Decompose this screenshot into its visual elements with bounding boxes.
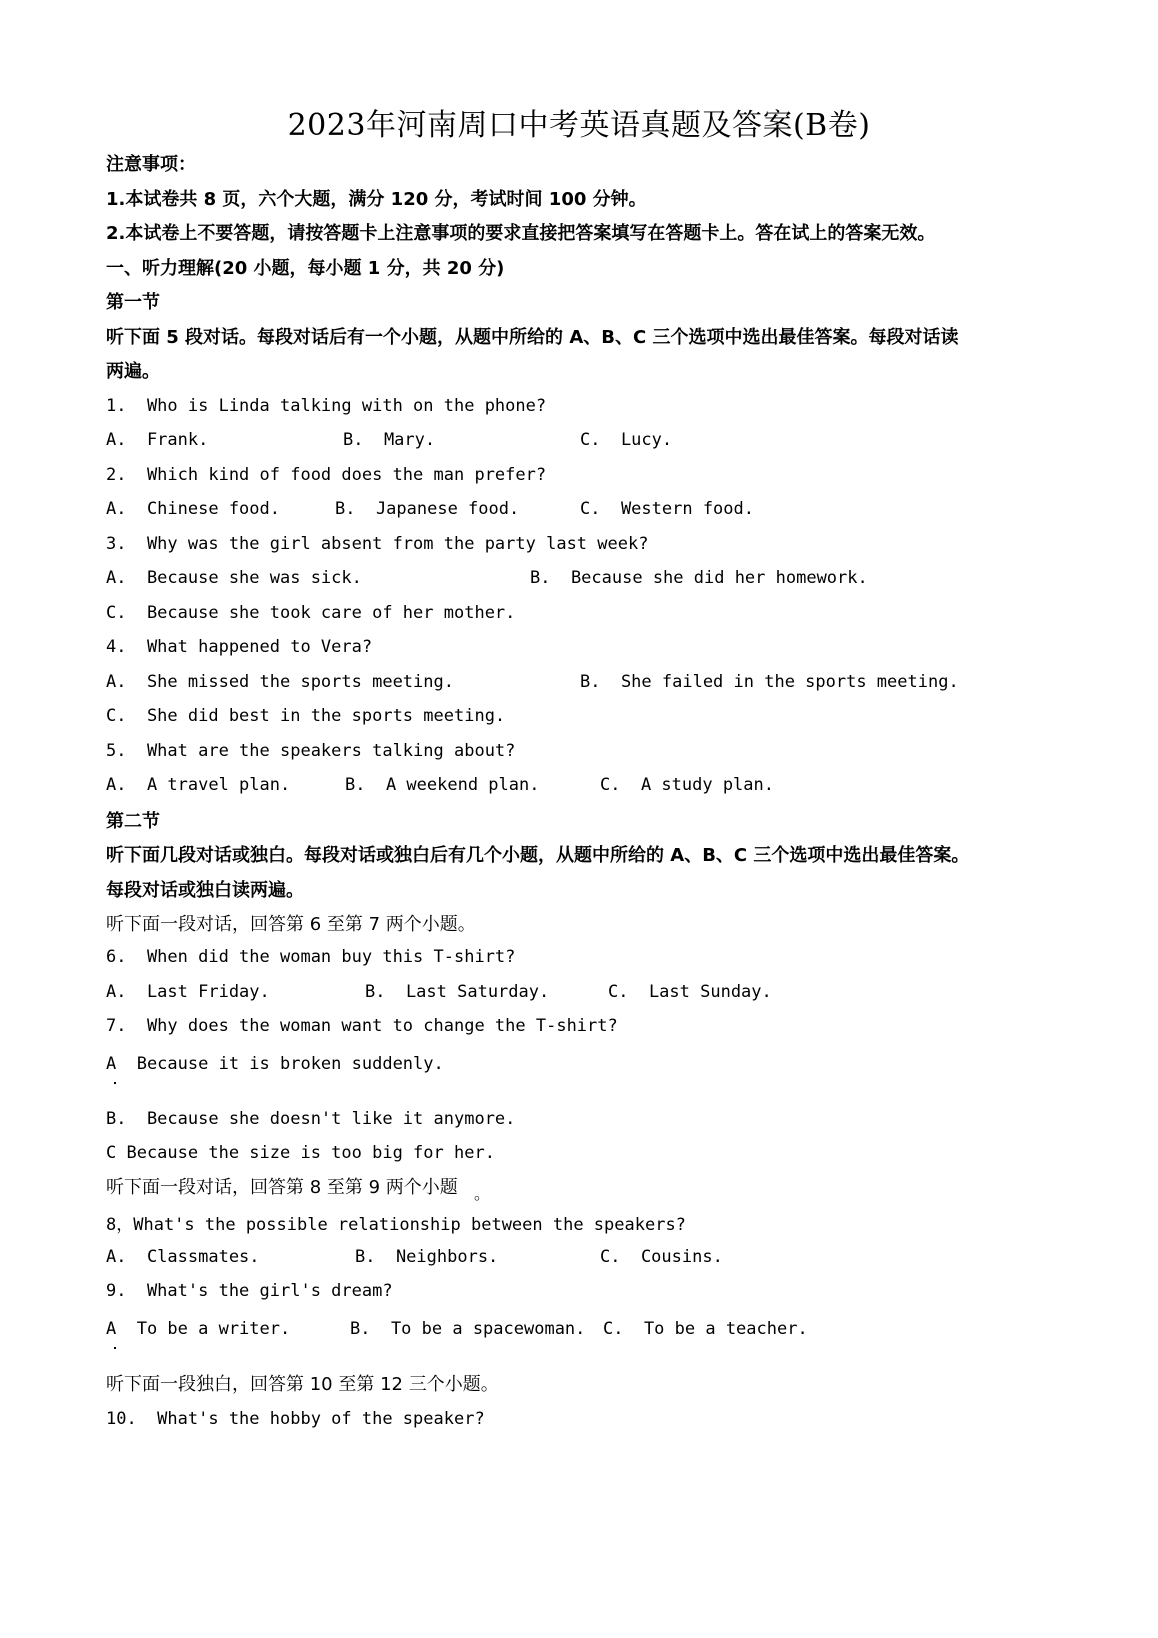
- question-5-option-a: A. A travel plan.: [106, 775, 291, 795]
- question-2: 2. Which kind of food does the man prefer?: [106, 465, 547, 485]
- question-4-option-b: B. She failed in the sports meeting.: [580, 672, 959, 692]
- question-1-option-a: A. Frank.: [106, 430, 209, 450]
- question-9-option-a: A To be a writer.: [106, 1319, 291, 1339]
- question-7-option-c: C Because the size is too big for her.: [106, 1143, 495, 1163]
- question-9-option-b: B. To be a spacewoman.: [350, 1319, 586, 1339]
- question-2-option-a: A. Chinese food.: [106, 499, 280, 519]
- notice-heading: 注意事项：: [106, 154, 196, 175]
- monologue-intro-10-12: 听下面一段独白，回答第 10 至第 12 三个小题。: [106, 1374, 499, 1395]
- question-7-option-a: A Because it is broken suddenly.: [106, 1054, 444, 1074]
- stray-mark: [114, 1347, 116, 1349]
- question-1-option-b: B. Mary.: [343, 430, 436, 450]
- stray-mark: [114, 1082, 116, 1084]
- section1-heading: 第一节: [106, 292, 160, 313]
- section1-instruction-line2: 两遍。: [106, 361, 160, 382]
- notice-item-2: 2.本试卷上不要答题，请按答题卡上注意事项的要求直接把答案填写在答题卡上。答在试上的答案无效。: [106, 223, 936, 244]
- question-2-option-c: C. Western food.: [580, 499, 754, 519]
- question-8-option-c: C. Cousins.: [600, 1247, 723, 1267]
- question-5-option-c: C. A study plan.: [600, 775, 774, 795]
- question-1-option-c: C. Lucy.: [580, 430, 673, 450]
- section2-instruction-line2: 每段对话或独白读两遍。: [106, 880, 304, 901]
- question-8-option-b: B. Neighbors.: [355, 1247, 499, 1267]
- question-6-option-b: B. Last Saturday.: [365, 982, 550, 1002]
- page-title: 2023年河南周口中考英语真题及答案(B卷): [287, 108, 871, 143]
- question-8: 8，What's the possible relationship between the speakers?: [106, 1215, 686, 1235]
- question-7-option-b: B. Because she doesn't like it anymore.: [106, 1109, 516, 1129]
- question-3-option-b: B. Because she did her homework.: [530, 568, 868, 588]
- question-5: 5. What are the speakers talking about?: [106, 741, 516, 761]
- notice-item-1: 1.本试卷共 8 页，六个大题，满分 120 分，考试时间 100 分钟。: [106, 189, 647, 210]
- section2-heading: 第二节: [106, 811, 160, 832]
- question-2-option-b: B. Japanese food.: [335, 499, 520, 519]
- dialogue-intro-8-9-period: 。: [474, 1184, 491, 1203]
- question-3: 3. Why was the girl absent from the party last week?: [106, 534, 649, 554]
- question-6-option-a: A. Last Friday.: [106, 982, 270, 1002]
- section2-instruction-line1: 听下面几段对话或独白。每段对话或独白后有几个小题，从题中所给的 A、B、C 三个选项中选出最佳答案。: [106, 845, 970, 866]
- question-8-option-a: A. Classmates.: [106, 1247, 260, 1267]
- question-7: 7. Why does the woman want to change the T-shirt?: [106, 1016, 618, 1036]
- question-9: 9. What's the girl's dream?: [106, 1281, 393, 1301]
- question-4: 4. What happened to Vera?: [106, 637, 373, 657]
- question-5-option-b: B. A weekend plan.: [345, 775, 540, 795]
- question-1: 1. Who is Linda talking with on the phone?: [106, 396, 547, 416]
- question-4-option-c: C. She did best in the sports meeting.: [106, 706, 506, 726]
- question-10: 10. What's the hobby of the speaker?: [106, 1409, 485, 1429]
- part1-heading: 一、听力理解(20 小题，每小题 1 分，共 20 分): [106, 258, 505, 279]
- dialogue-intro-8-9: 听下面一段对话，回答第 8 至第 9 两个小题: [106, 1177, 458, 1198]
- dialogue-intro-6-7: 听下面一段对话，回答第 6 至第 7 两个小题。: [106, 914, 476, 935]
- question-6-option-c: C. Last Sunday.: [608, 982, 772, 1002]
- question-3-option-a: A. Because she was sick.: [106, 568, 362, 588]
- question-6: 6. When did the woman buy this T-shirt?: [106, 947, 516, 967]
- question-3-option-c: C. Because she took care of her mother.: [106, 603, 516, 623]
- section1-instruction-line1: 听下面 5 段对话。每段对话后有一个小题，从题中所给的 A、B、C 三个选项中选出最佳答案。每段对话读: [106, 327, 959, 348]
- question-4-option-a: A. She missed the sports meeting.: [106, 672, 454, 692]
- question-9-option-c: C. To be a teacher.: [603, 1319, 808, 1339]
